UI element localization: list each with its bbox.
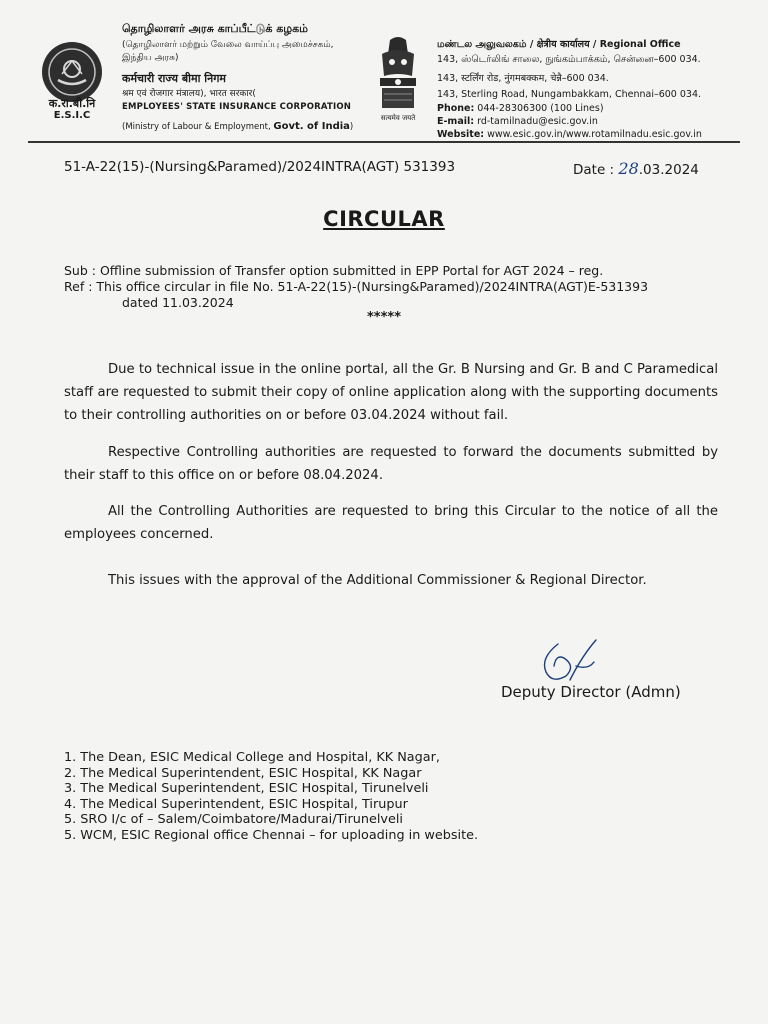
date-rest: .03.2024 bbox=[638, 162, 699, 178]
date-label: Date : bbox=[573, 162, 615, 178]
ministry-tamil: (தொழிலாளர் மற்றும் வேலை வாய்ப்பு அமைச்சகம், இந்திய அரசு) bbox=[122, 40, 334, 63]
phone-number: 044-28306300 (100 Lines) bbox=[477, 103, 604, 114]
email-line bbox=[437, 116, 598, 127]
address-english: 143, Sterling Road, Nungambakkam, Chennai–600 034. bbox=[437, 89, 702, 100]
org-name-hindi: कर्मचारी राज्य बीमा निगम bbox=[122, 72, 226, 85]
address-hindi: 143, स्टर्लिंग रोड, नुंगमबक्कम, चेन्नै–600 034. bbox=[437, 73, 609, 84]
reference-date: dated 11.03.2024 bbox=[122, 295, 234, 310]
signatory-designation: Deputy Director (Admn) bbox=[501, 683, 681, 701]
esic-hindi-short: क.रा.बी.नि bbox=[48, 97, 96, 110]
document-date bbox=[573, 159, 699, 178]
subject-text: Offline submission of Transfer option submitted in EPP Portal for AGT 2024 – reg. bbox=[99, 263, 604, 278]
phone-line bbox=[437, 103, 604, 114]
date-day-handwritten: 28 bbox=[618, 159, 639, 178]
subject-label: Sub : bbox=[64, 263, 96, 278]
file-number: 51-A-22(15)-(Nursing&Paramed)/2024INTRA(AGT) 531393 bbox=[64, 159, 456, 175]
copy-to-list bbox=[64, 750, 478, 843]
regional-office-label: மண்டல அலுவலகம் / क्षेत्रीय कार्यालय / Regional Office bbox=[437, 39, 681, 50]
website-address[interactable]: www.esic.gov.in/www.rotamilnadu.esic.gov.in bbox=[487, 129, 702, 140]
header-divider bbox=[28, 141, 740, 143]
document-title: CIRCULAR bbox=[323, 207, 445, 231]
list-item: 4. The Medical Superintendent, ESIC Hospital, Tirupur bbox=[64, 796, 408, 812]
list-item: 2. The Medical Superintendent, ESIC Hospital, KK Nagar bbox=[64, 765, 422, 781]
ministry-suffix: ) bbox=[349, 122, 354, 132]
list-item: 5. WCM, ESIC Regional office Chennai – for uploading in website. bbox=[64, 827, 479, 843]
list-item: 5. SRO I/c of – Salem/Coimbatore/Madurai/Tirunelveli bbox=[64, 812, 403, 827]
website-label: Website: bbox=[437, 129, 485, 140]
body-paragraph-3: All the Controlling Authorities are requested to bring this Circular to the notice of all the employees concerned. bbox=[64, 504, 718, 542]
ministry-govt: Govt. of India bbox=[273, 121, 350, 132]
address-tamil: 143, ஸ்டெர்லிங் சாலை, நுங்கம்பாக்கம், சென்னை–600 034. bbox=[437, 54, 701, 65]
signature-mark bbox=[536, 636, 606, 690]
esic-logo-icon bbox=[40, 40, 104, 104]
ministry-hindi: श्रम एवं रोजगार मंत्रालय), भारत सरकार( bbox=[122, 89, 256, 99]
list-item: 1. The Dean, ESIC Medical College and Hospital, KK Nagar, bbox=[64, 750, 440, 765]
phone-label: Phone: bbox=[437, 103, 475, 114]
body-paragraph-1: Due to technical issue in the online portal, all the Gr. B Nursing and Gr. B and C Paramedical staff are requested to submit their copy of online application along with the supporting documents to their controlling authorities on or before 03.04.2024 without fail. bbox=[64, 362, 718, 423]
website-line bbox=[437, 129, 702, 140]
ministry-english bbox=[122, 121, 353, 132]
ministry-prefix: (Ministry of Labour & Employment, bbox=[122, 122, 271, 132]
email-label: E-mail: bbox=[437, 116, 475, 127]
list-item: 3. The Medical Superintendent, ESIC Hospital, Tirunelveli bbox=[64, 781, 429, 796]
org-name-english: EMPLOYEES' STATE INSURANCE CORPORATION bbox=[122, 102, 352, 112]
body-paragraph-2: Respective Controlling authorities are requested to forward the documents submitted by their staff to this office on or before 08.04.2024. bbox=[64, 445, 718, 483]
esic-short-name: E.S.I.C bbox=[53, 110, 91, 121]
section-separator: ***** bbox=[367, 310, 401, 325]
reference-text: This office circular in file No. 51-A-22(15)-(Nursing&Paramed)/2024INTRA(AGT)E-531393 bbox=[96, 279, 649, 294]
national-emblem-icon bbox=[372, 34, 424, 118]
reference-label: Ref : bbox=[64, 279, 93, 294]
subject-line bbox=[64, 263, 603, 278]
emblem-motto: सत्यमेव जयते bbox=[380, 114, 416, 122]
body-paragraph-4: This issues with the approval of the Additional Commissioner & Regional Director. bbox=[108, 573, 647, 588]
org-name-tamil: தொழிலாளர் அரசு காப்பீட்டுக் கழகம் bbox=[122, 22, 308, 35]
email-address[interactable]: rd-tamilnadu@esic.gov.in bbox=[477, 116, 598, 127]
reference-line bbox=[64, 279, 648, 294]
